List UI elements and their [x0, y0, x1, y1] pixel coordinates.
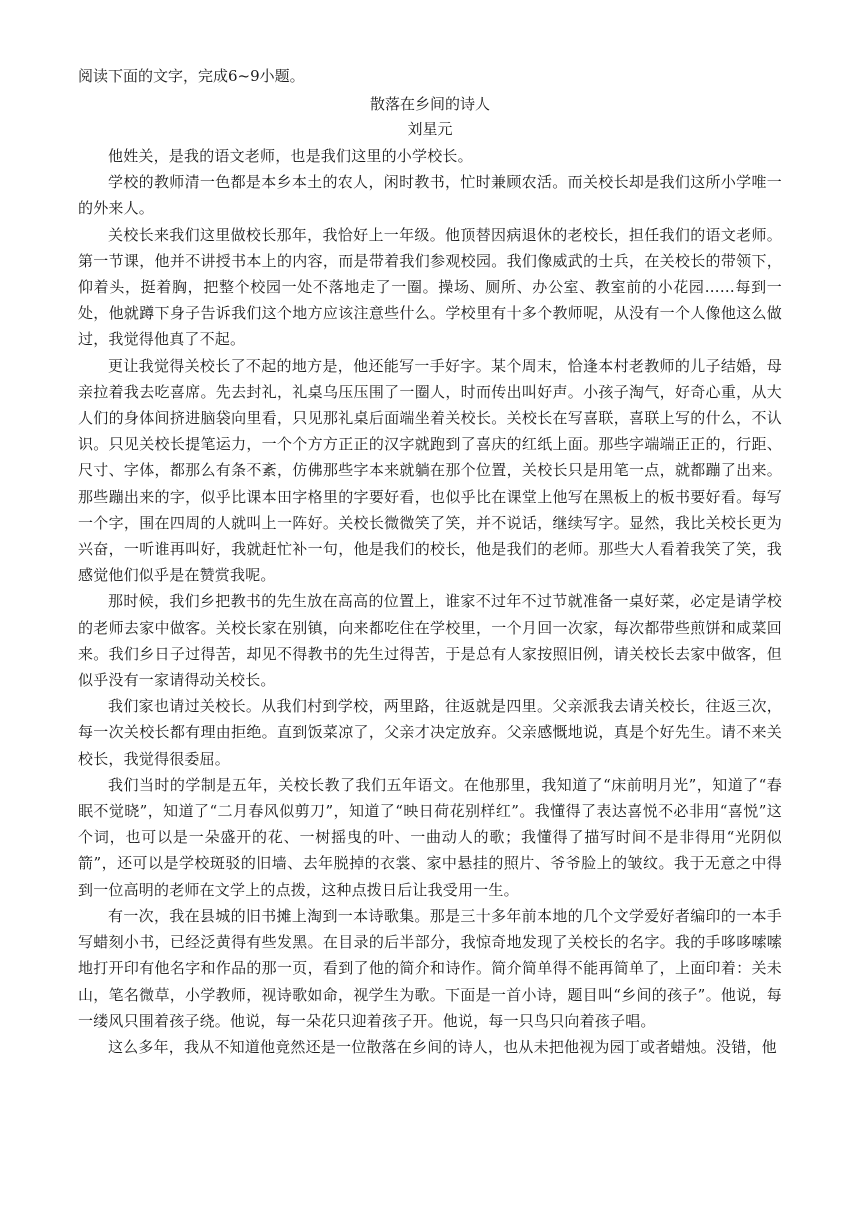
paragraph: 他姓关，是我的语文老师，也是我们这里的小学校长。 — [108, 147, 473, 165]
paragraph: 我们家也请过关校长。从我们村到学校，两里路，往返就是四里。父亲派我去请关校长，往返三次，每一次关校长都有理由拒绝。直到饭菜凉了，父亲才决定放弃。父亲感慨地说，真是个好先生。请不来关校长，我觉得很委屈。 — [78, 697, 782, 768]
paragraph: 关校长来我们这里做校长那年，我恰好上一年级。他顶替因病退休的老校长，担任我们的语文老师。第一节课，他并不讲授书本上的内容，而是带着我们参观校园。我们像威武的士兵，在关校长的带领下，仰着头，挺着胸，把整个校园一处不落地走了一圈。操场、厕所、办公室、教室前的小花园……每到一处，他就蹲下身子告诉我们这个地方应该注意些什么。学校里有十多个教师呢，从没有一个人像他这么做过，我觉得他真了不起。 — [78, 225, 782, 349]
article-title: 散落在乡间的诗人 — [369, 95, 490, 113]
paragraph: 有一次，我在县城的旧书摊上淘到一本诗歌集。那是三十多年前本地的几个文学爱好者编印的一本手写蜡刻小书，已经泛黄得有些发黑。在目录的后半部分，我惊奇地发现了关校长的名字。我的手哆哆嗦嗦地打开印有他名字和作品的那一页，看到了他的简介和诗作。简介简单得不能再简单了，上面印着：关未山，笔名微草，小学教师，视诗歌如命，视学生为歌。下面是一首小诗，题目叫“乡间的孩子”。他说，每一缕风只围着孩子绕。他说，每一朵花只迎着孩子开。他说，每一只鸟只向着孩子唱。 — [78, 906, 782, 1030]
paragraph: 这么多年，我从不知道他竟然还是一位散落在乡间的诗人，也从未把他视为园丁或者蜡烛。没错，他 — [108, 1037, 777, 1056]
paragraph: 那时候，我们乡把教书的先生放在高高的位置上，谁家不过年不过节就准备一桌好菜，必定是请学校的老师去家中做客。关校长家在别镇，向来都吃住在学校里，一个月回一次家，每次都带些煎饼和咸菜回来。我们乡日子过得苦，却见不得教书的先生过得苦，于是总有人家按照旧例，请关校长去家中做客，但似乎没有一家请得动关校长。 — [78, 592, 782, 690]
document-page — [78, 64, 782, 1060]
article-author: 刘星元 — [407, 120, 453, 138]
paragraph: 更让我觉得关校长了不起的地方是，他还能写一手好字。某个周末，恰逢本村老教师的儿子结婚，母亲拉着我去吃喜席。先去封礼，礼桌乌压压围了一圈人，时而传出叫好声。小孩子淘气，好奇心重，从大人们的身体间挤进脑袋向里看，只见那礼桌后面端坐着关校长。关校长在写喜联，喜联上写的什么，不认识。只见关校长提笔运力，一个个方方正正的汉字就跑到了喜庆的红纸上面。那些字端端正正的，行距、尺寸、字体，都那么有条不紊，仿佛那些字本来就躺在那个位置，关校长只是用笔一点，就都蹦了出来。那些蹦出来的字，似乎比课本田字格里的字要好看，也似乎比在课堂上他写在黑板上的板书要好看。每写一个字，围在四周的人就叫上一阵好。关校长微微笑了笑，并不说话，继续写字。显然，我比关校长更为兴奋，一听谁再叫好，我就赶忙补一句，他是我们的校长，他是我们的老师。那些大人看着我笑了笑，我感觉他们似乎是在赞赏我呢。 — [78, 356, 782, 585]
paragraph: 我们当时的学制是五年，关校长教了我们五年语文。在他那里，我知道了“床前明月光”，知道了“春眠不觉晓”，知道了“二月春风似剪刀”，知道了“映日荷花别样红”。我懂得了表达喜悦不必非用“喜悦”这个词，也可以是一朵盛开的花、一树摇曳的叶、一曲动人的歌；我懂得了描写时间不是非得用“光阴似箭”，还可以是学校斑驳的旧墙、去年脱掉的衣裳、家中悬挂的照片、爷爷脸上的皱纹。我于无意之中得到一位高明的老师在文学上的点拨，这种点拨日后让我受用一生。 — [78, 775, 782, 899]
article-body — [78, 143, 782, 1060]
question-instruction: 阅读下面的文字，完成6~9小题。 — [78, 67, 305, 85]
paragraph: 学校的教师清一色都是本乡本土的农人，闲时教书，忙时兼顾农活。而关校长却是我们这所小学唯一的外来人。 — [78, 173, 782, 218]
